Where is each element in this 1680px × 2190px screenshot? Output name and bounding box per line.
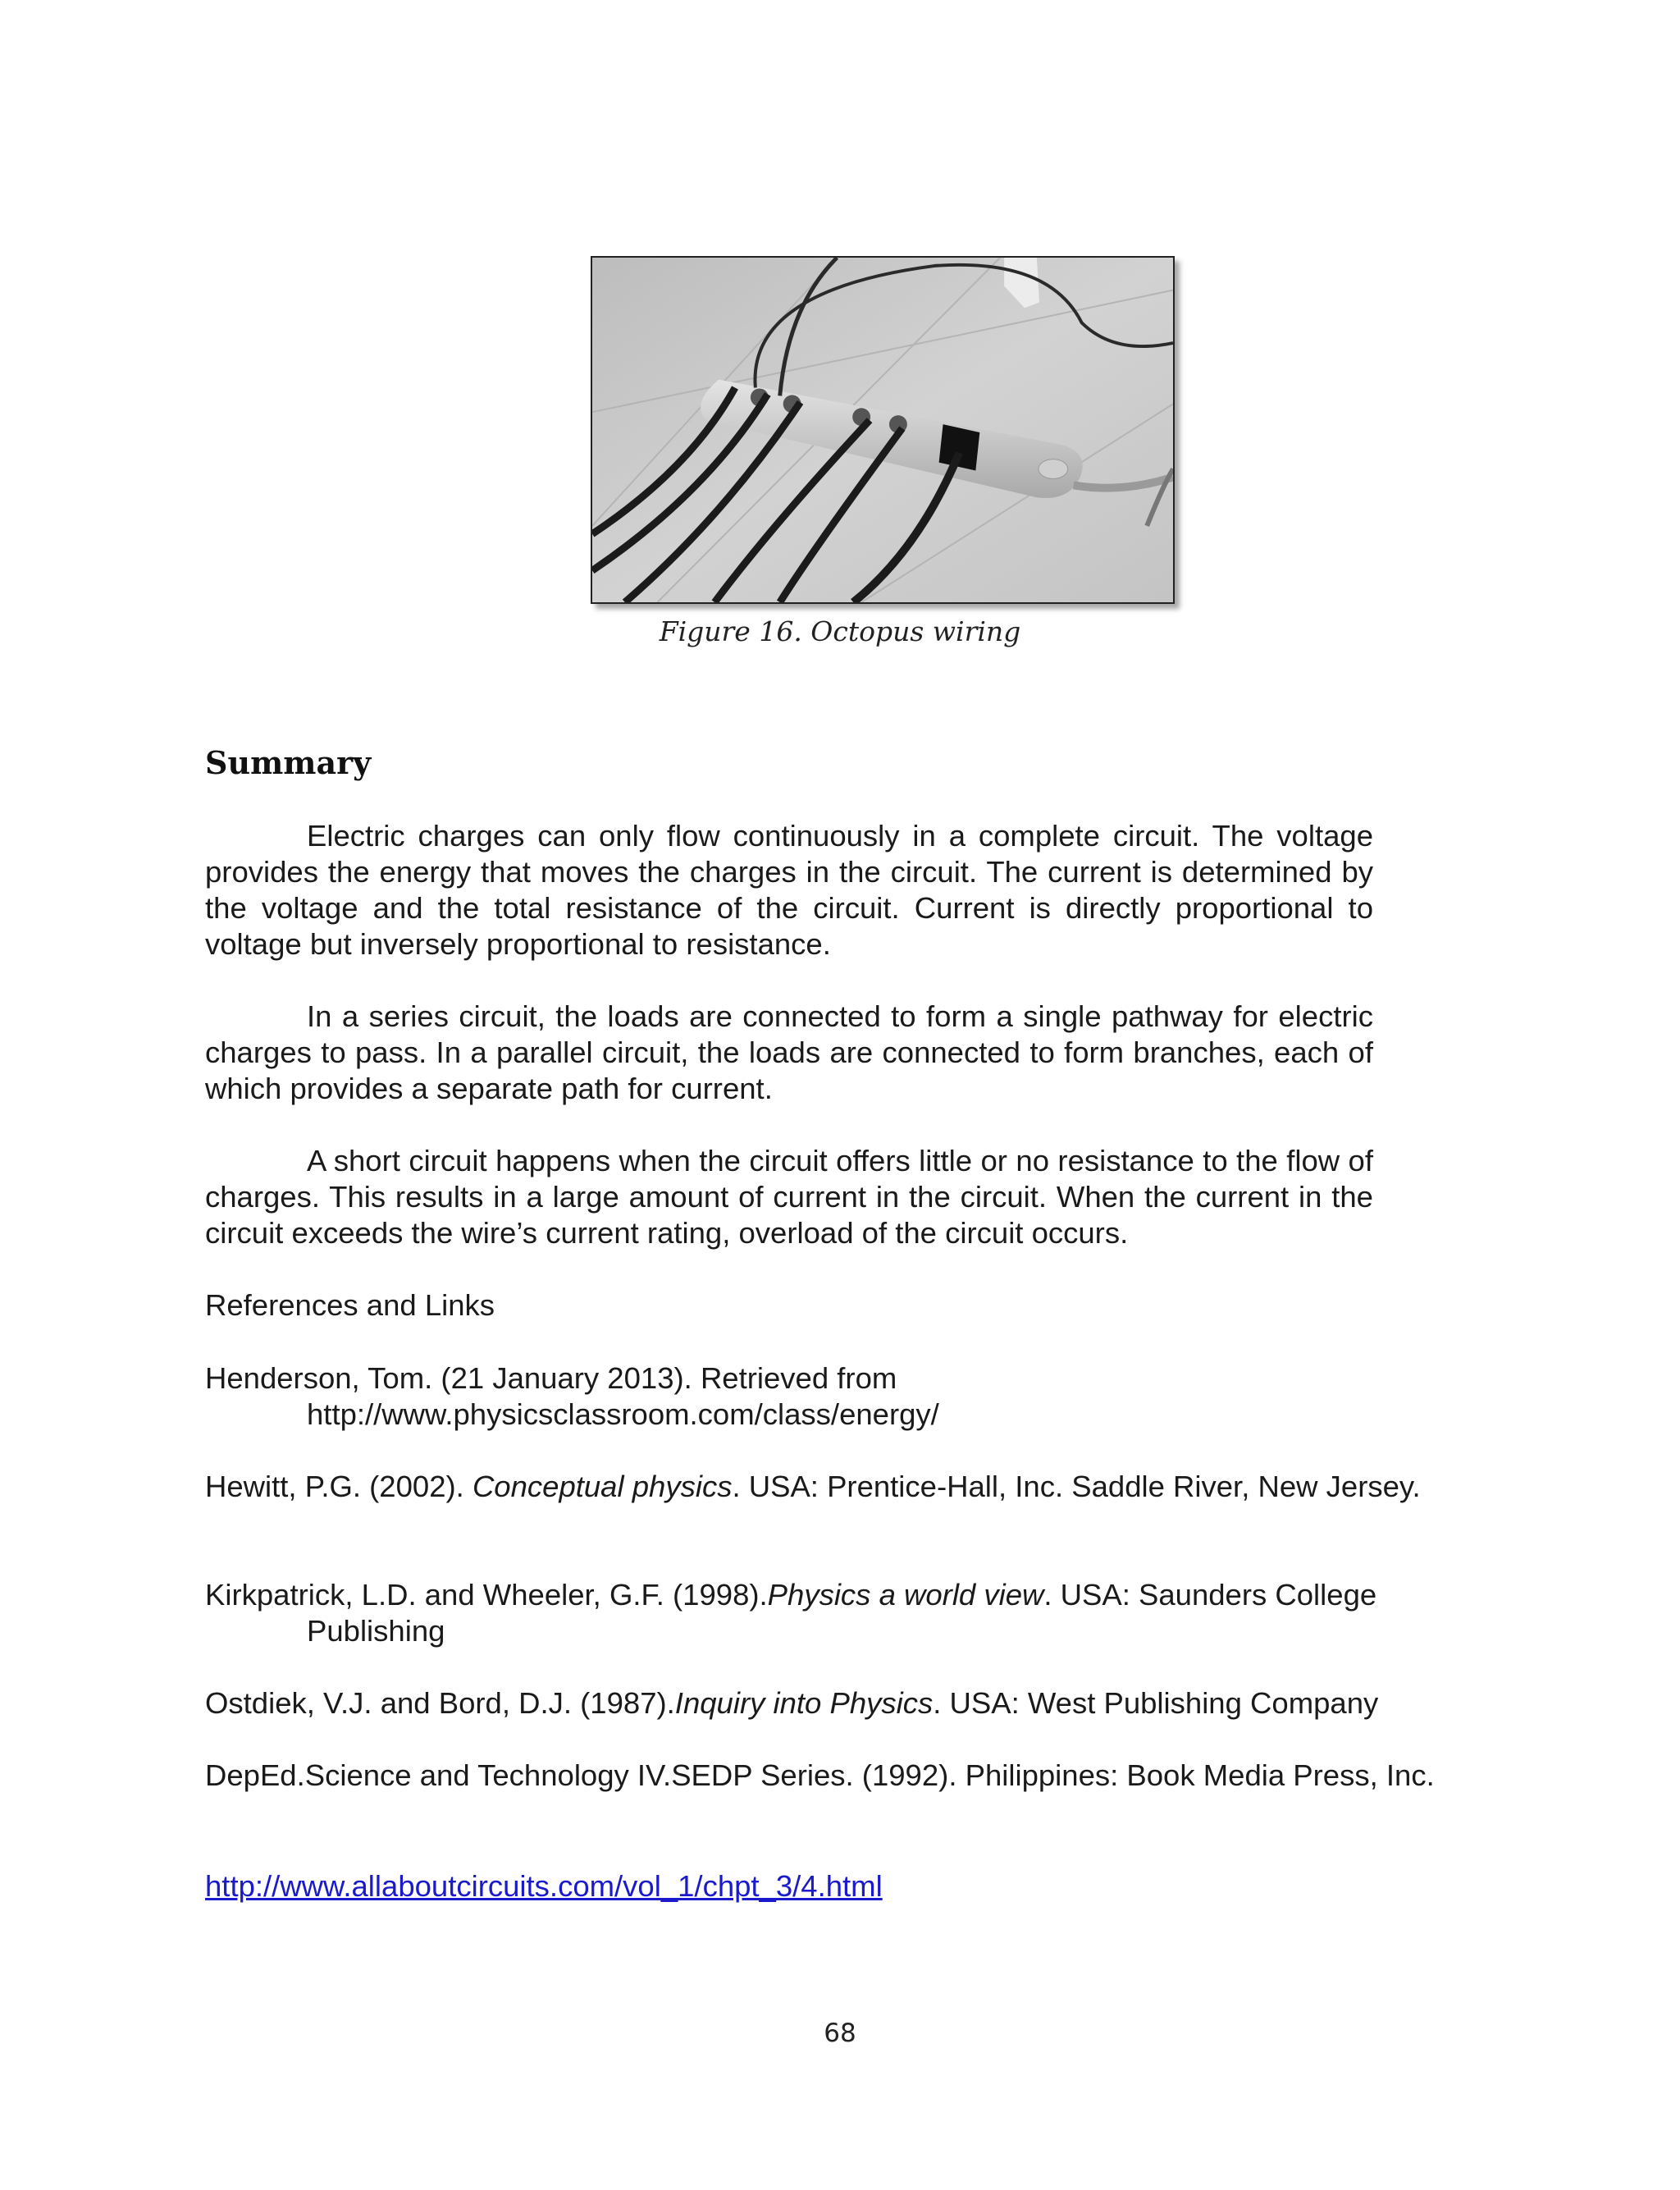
page-number: 68 xyxy=(824,2019,856,2048)
reference-item: Henderson, Tom. (21 January 2013). Retrieved from http://www.physicsclassroom.com/class/energy/ xyxy=(205,1361,939,1431)
reference-item: DepEd.Science and Technology IV.SEDP Series. (1992). Philippines: Book Media Press, Inc. xyxy=(205,1758,1435,1792)
references-heading: References and Links xyxy=(205,1288,495,1322)
figure-caption: Figure 16. Octopus wiring xyxy=(659,615,1021,647)
reference-item: Hewitt, P.G. (2002). Conceptual physics. USA: Prentice-Hall, Inc. Saddle River, New Jersey. xyxy=(205,1470,1421,1503)
reference-item: Kirkpatrick, L.D. and Wheeler, G.F. (1998).Physics a world view. USA: Saunders College Publishing xyxy=(205,1578,1377,1648)
summary-heading: Summary xyxy=(205,744,372,781)
reference-item: Ostdiek, V.J. and Bord, D.J. (1987).Inquiry into Physics. USA: West Publishing Company xyxy=(205,1686,1379,1720)
reference-title: Inquiry into Physics xyxy=(674,1686,934,1720)
summary-paragraph: In a series circuit, the loads are connected to form a single pathway for electric charges to pass. In a parallel circuit, the loads are connected to form branches, each of which provides a separate path for current. xyxy=(205,999,1373,1105)
reference-link[interactable]: http://www.allaboutcircuits.com/vol_1/chpt_3/4.html xyxy=(205,1869,883,1903)
octopus-wiring-photo xyxy=(591,256,1175,604)
reference-title: Physics a world view xyxy=(767,1578,1044,1612)
summary-paragraph: Electric charges can only flow continuously in a complete circuit. The voltage provides the energy that moves the charges in the circuit. The current is determined by the voltage and the total resistance of the circuit. Current is directly proportional to voltage but inversely proportional to resistance. xyxy=(205,819,1373,961)
reference-title: Conceptual physics xyxy=(472,1470,733,1503)
summary-paragraph: A short circuit happens when the circuit offers little or no resistance to the flow of charges. This results in a large amount of current in the circuit. When the current in the circuit exceeds the wire’s current rating, overload of the circuit occurs. xyxy=(205,1144,1373,1250)
